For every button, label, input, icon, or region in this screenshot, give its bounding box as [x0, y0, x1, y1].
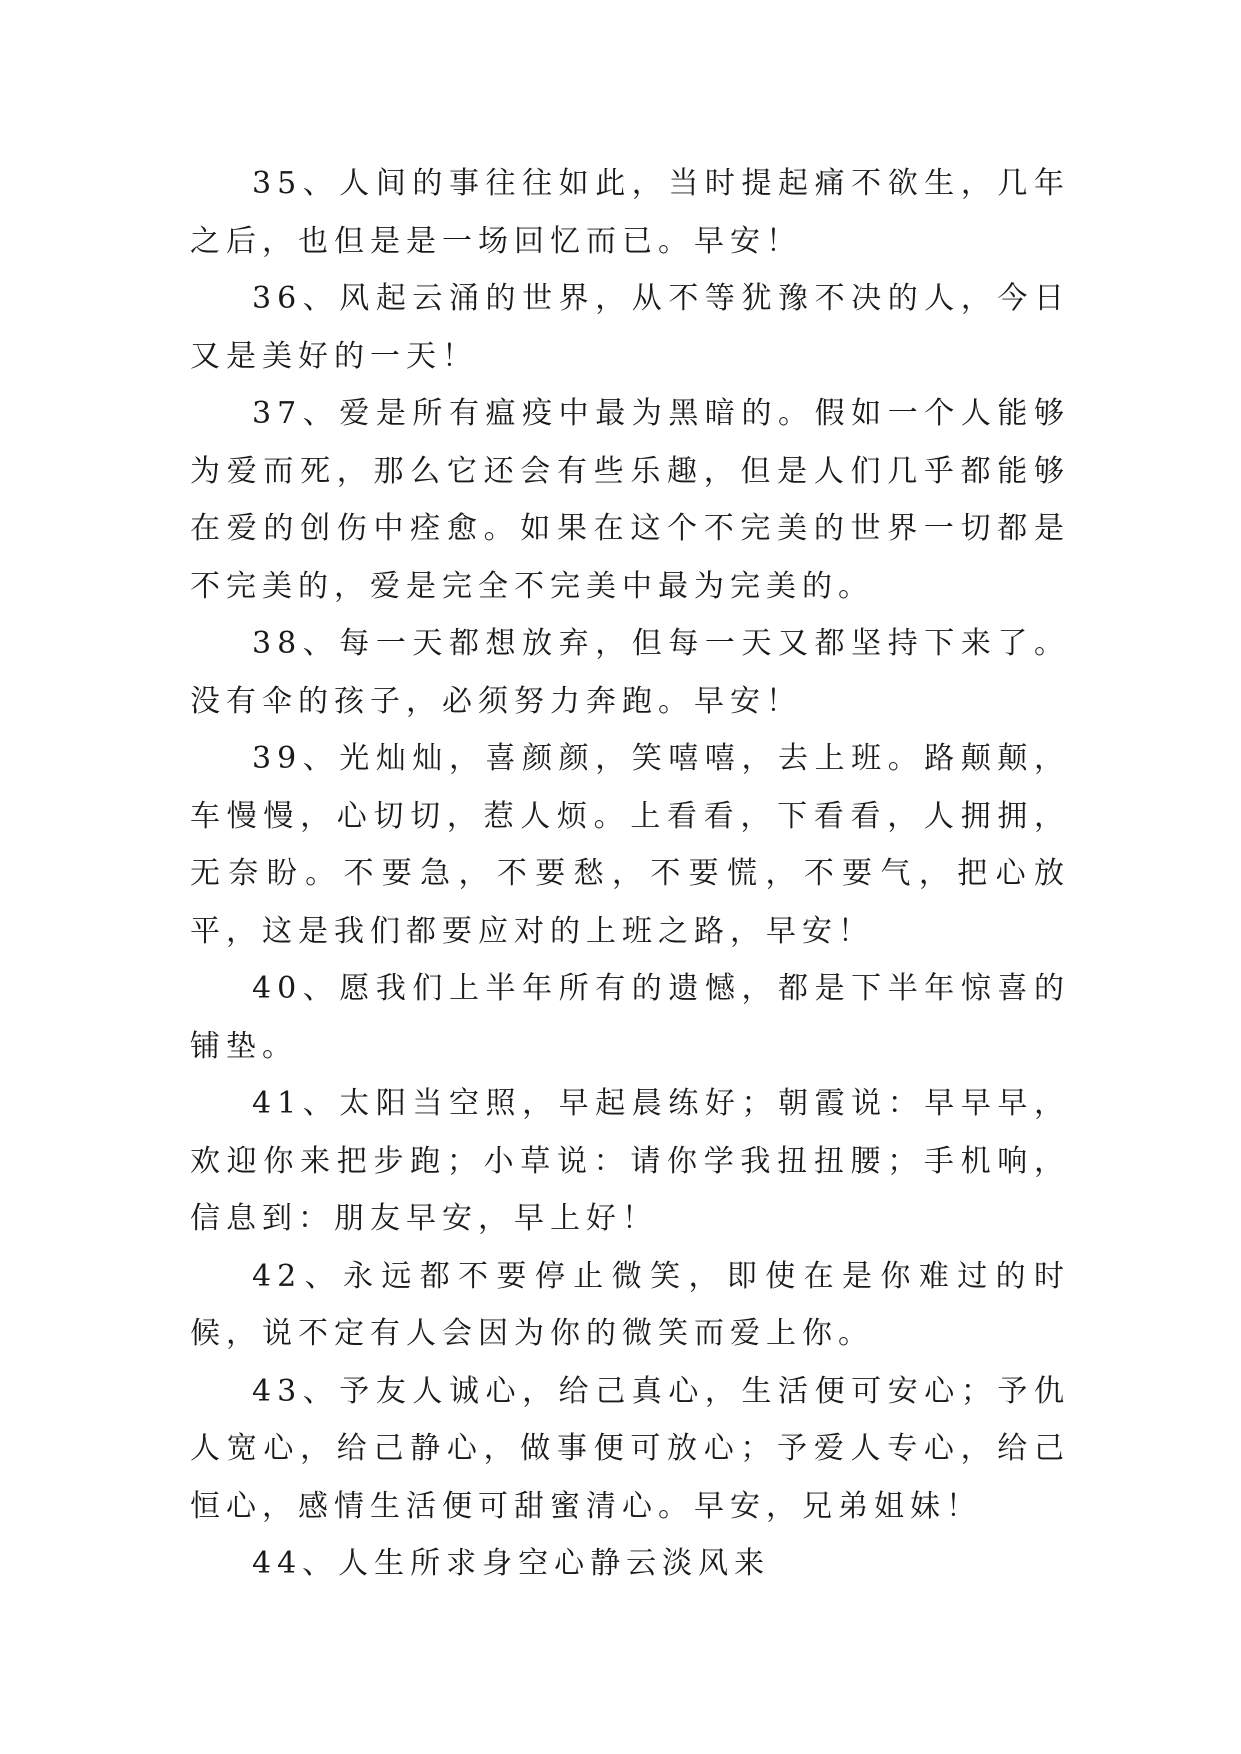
paragraph-38: 38、每一天都想放弃，但每一天又都坚持下来了。没有伞的孩子，必须努力奔跑。早安！ — [190, 626, 1070, 719]
paragraph-39: 39、光灿灿，喜颜颜，笑嘻嘻，去上班。路颠颠，车慢慢，心切切，惹人烦。上看看，下看看，人拥拥，无奈盼。不要急，不要愁，不要慌，不要气，把心放平，这是我们都要应对的上班之路，早安！ — [190, 741, 1070, 949]
paragraph-40: 40、愿我们上半年所有的遗憾，都是下半年惊喜的铺垫。 — [190, 971, 1070, 1064]
paragraph-43: 43、予友人诚心，给己真心，生活便可安心；予仇人宽心，给己静心，做事便可放心；予爱人专心，给己恒心，感情生活便可甜蜜清心。早安，兄弟姐妹！ — [190, 1373, 1070, 1524]
paragraph-36: 36、风起云涌的世界，从不等犹豫不决的人，今日又是美好的一天！ — [190, 281, 1070, 374]
paragraph-35: 35、人间的事往往如此，当时提起痛不欲生，几年之后，也但是是一场回忆而已。早安！ — [190, 166, 1070, 259]
paragraph-37: 37、爱是所有瘟疫中最为黑暗的。假如一个人能够为爱而死，那么它还会有些乐趣，但是人们几乎都能够在爱的创伤中痊愈。如果在这个不完美的世界一切都是不完美的，爱是完全不完美中最为完美的。 — [190, 396, 1070, 604]
document-body — [190, 155, 1070, 1593]
paragraph-44: 44、人生所求身空心静云淡风来 — [252, 1546, 771, 1581]
paragraph-41: 41、太阳当空照，早起晨练好；朝霞说：早早早，欢迎你来把步跑；小草说：请你学我扭扭腰；手机响，信息到：朋友早安，早上好！ — [190, 1086, 1070, 1236]
paragraph-42: 42、永远都不要停止微笑，即使在是你难过的时候，说不定有人会因为你的微笑而爱上你。 — [190, 1258, 1070, 1351]
